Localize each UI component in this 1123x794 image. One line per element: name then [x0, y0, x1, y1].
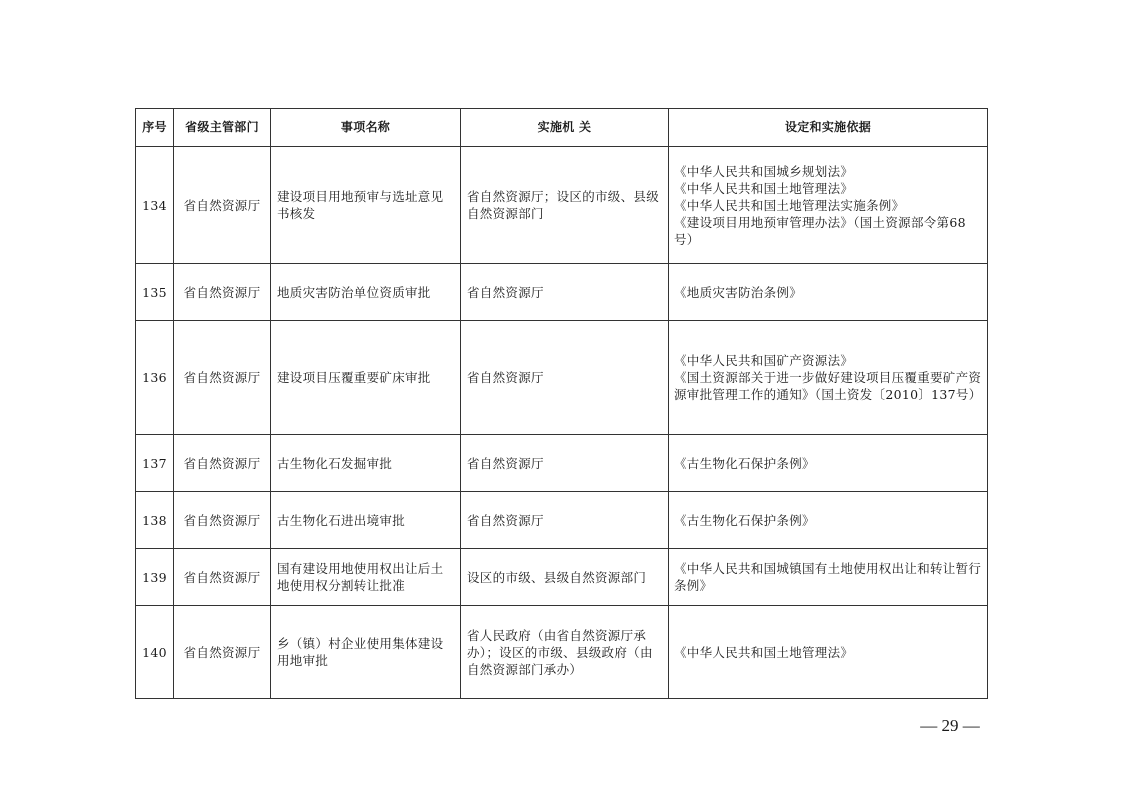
approval-items-table [135, 108, 988, 699]
row-dept: 省自然资源厅 [174, 264, 271, 321]
table-row [136, 492, 988, 549]
basis-entry: 《中华人民共和国城镇国有土地使用权出让和转让暂行条例》 [674, 561, 982, 593]
row-dept: 省自然资源厅 [174, 147, 271, 264]
row-seq: 137 [136, 435, 174, 492]
basis-entry: 《中华人民共和国土地管理法实施条例》 [674, 197, 905, 213]
basis-entry: 《中华人民共和国矿产资源法》 [674, 353, 854, 368]
row-item: 建设项目用地预审与选址意见书核发 [271, 147, 461, 264]
row-seq: 140 [136, 606, 174, 699]
header-dept: 省级主管部门 [174, 109, 271, 147]
row-item: 建设项目压覆重要矿床审批 [271, 321, 461, 435]
header-seq: 序号 [136, 109, 174, 147]
basis-entry: 《建设项目用地预审管理办法》（国土资源部令第68号） [674, 214, 966, 247]
table-row [136, 549, 988, 606]
row-item: 地质灾害防治单位资质审批 [271, 264, 461, 321]
header-item: 事项名称 [271, 109, 461, 147]
row-basis [669, 549, 988, 606]
row-dept: 省自然资源厅 [174, 435, 271, 492]
row-dept: 省自然资源厅 [174, 549, 271, 606]
table-row [136, 606, 988, 699]
row-basis [669, 147, 988, 264]
table-row [136, 147, 988, 264]
row-dept: 省自然资源厅 [174, 492, 271, 549]
row-basis [669, 606, 988, 699]
row-item: 国有建设用地使用权出让后土地使用权分割转让批准 [271, 549, 461, 606]
row-seq: 136 [136, 321, 174, 435]
basis-entry: 《中华人民共和国城乡规划法》 [674, 163, 854, 179]
row-basis [669, 264, 988, 321]
page-number: — 29 — [920, 716, 980, 735]
row-agency: 省自然资源厅 [461, 492, 669, 549]
basis-entry: 《中华人民共和国土地管理法》 [674, 180, 854, 196]
row-item: 古生物化石进出境审批 [271, 492, 461, 549]
row-agency: 省人民政府（由省自然资源厅承办）；设区的市级、县级政府（由自然资源部门承办） [461, 606, 669, 699]
row-basis [669, 492, 988, 549]
row-seq: 134 [136, 147, 174, 264]
row-item: 古生物化石发掘审批 [271, 435, 461, 492]
row-agency: 省自然资源厅；设区的市级、县级自然资源部门 [461, 147, 669, 264]
row-agency: 省自然资源厅 [461, 321, 669, 435]
row-dept: 省自然资源厅 [174, 321, 271, 435]
header-basis: 设定和实施依据 [669, 109, 988, 147]
basis-entry: 《地质灾害防治条例》 [674, 284, 803, 300]
header-agency: 实施机 关 [461, 109, 669, 147]
row-dept: 省自然资源厅 [174, 606, 271, 699]
row-basis [669, 435, 988, 492]
row-agency: 省自然资源厅 [461, 435, 669, 492]
table-row [136, 264, 988, 321]
row-seq: 139 [136, 549, 174, 606]
basis-entry: 《古生物化石保护条例》 [674, 512, 815, 528]
row-item: 乡（镇）村企业使用集体建设用地审批 [271, 606, 461, 699]
basis-entry: 《国土资源部关于进一步做好建设项目压覆重要矿产资源审批管理工作的通知》（国土资发〔2010〕137号） [674, 370, 982, 402]
table-row [136, 321, 988, 435]
basis-entry: 《中华人民共和国土地管理法》 [674, 644, 854, 660]
row-basis [669, 321, 988, 435]
basis-entry: 《古生物化石保护条例》 [674, 455, 815, 471]
table-header-row [136, 109, 988, 147]
row-seq: 138 [136, 492, 174, 549]
row-agency: 省自然资源厅 [461, 264, 669, 321]
row-agency: 设区的市级、县级自然资源部门 [461, 549, 669, 606]
table-row [136, 435, 988, 492]
row-seq: 135 [136, 264, 174, 321]
